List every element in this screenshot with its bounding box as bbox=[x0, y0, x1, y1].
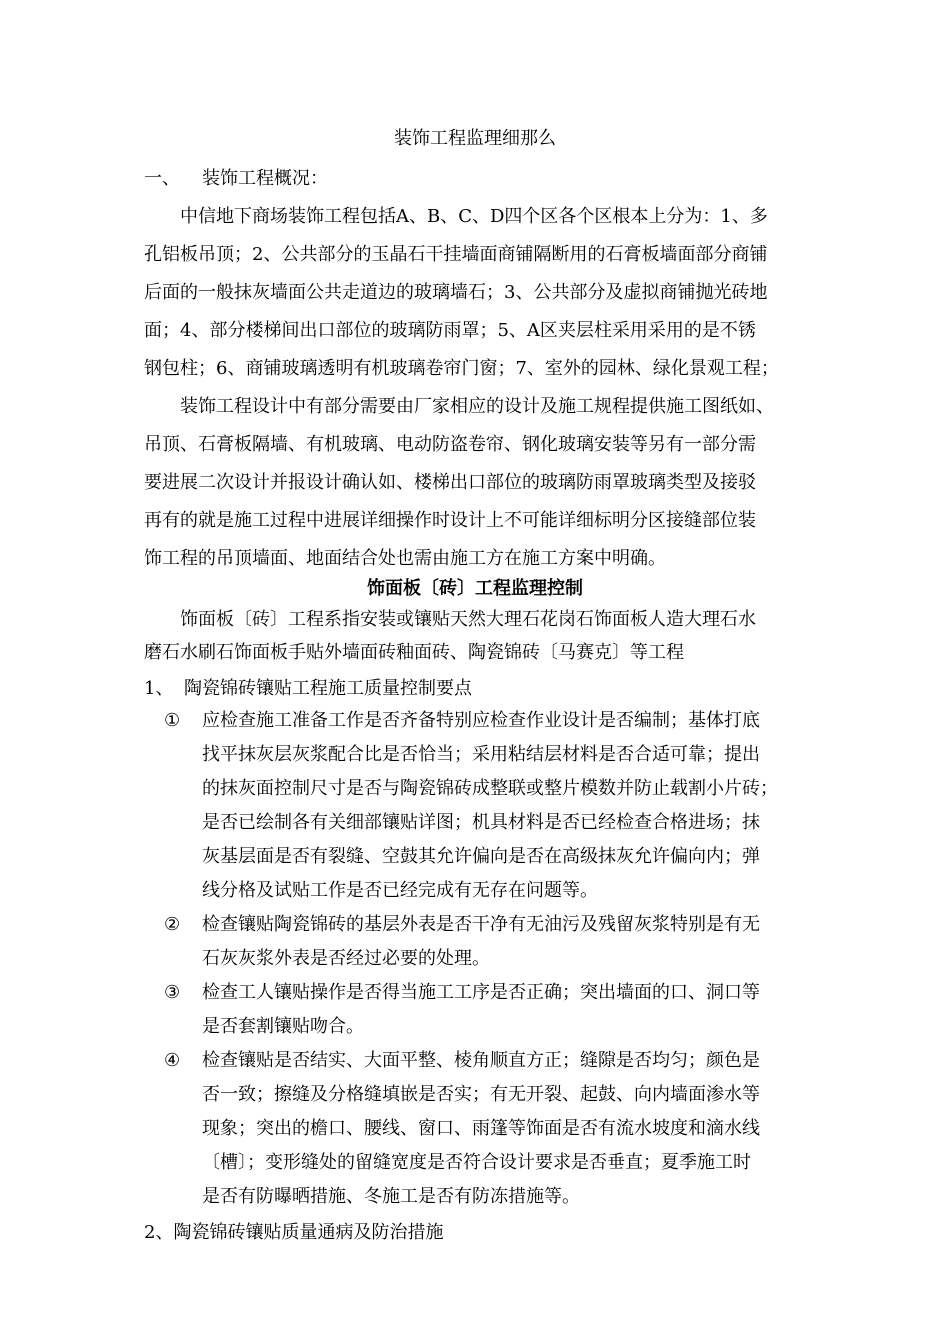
subsection1-number: 1、 bbox=[144, 678, 174, 699]
item-marker: ② bbox=[164, 914, 181, 935]
section2-heading: 饰面板〔砖〕工程监理控制 bbox=[367, 578, 583, 599]
item-line: 检查工人镶贴操作是否得当施工工序是否正确；突出墙面的口、洞口等 bbox=[202, 982, 760, 1003]
item-line: 找平抹灰层灰浆配合比是否恰当；采用粘结层材料是否合适可靠；提出 bbox=[202, 744, 760, 765]
veneer-line: 饰面板〔砖〕工程系指安装或镶贴天然大理石花岗石饰面板人造大理石水 bbox=[180, 609, 756, 630]
item-line: 是否套割镶贴吻合。 bbox=[202, 1016, 364, 1037]
overview-line: 孔铝板吊顶；2、公共部分的玉晶石干挂墙面商铺隔断用的石膏板墙面部分商铺 bbox=[144, 244, 768, 265]
item-line: 现象；突出的檐口、腰线、窗口、雨篷等饰面是否有流水坡度和滴水线 bbox=[202, 1118, 760, 1139]
section1-heading: 装饰工程概况： bbox=[202, 168, 328, 189]
item-line: 否一致；擦缝及分格缝填嵌是否实；有无开裂、起鼓、向内墙面渗水等 bbox=[202, 1084, 760, 1105]
overview-line: 钢包柱；6、商铺玻璃透明有机玻璃卷帘门窗；7、室外的园林、绿化景观工程； bbox=[144, 358, 779, 379]
section1-number: 一、 bbox=[144, 168, 180, 189]
item-marker: ① bbox=[164, 710, 181, 731]
item-line: 检查镶贴是否结实、大面平整、棱角顺直方正；缝隙是否均匀；颜色是 bbox=[202, 1050, 760, 1071]
item-line: 是否已绘制各有关细部镶贴详图；机具材料是否已经检查合格进场；抹 bbox=[202, 812, 760, 833]
overview-line: 面；4、部分楼梯间出口部位的玻璃防雨罩；5、A区夹层柱采用采用的是不锈 bbox=[144, 320, 756, 341]
subsection1-heading: 陶瓷锦砖镶贴工程施工质量控制要点 bbox=[184, 678, 472, 699]
item-marker: ③ bbox=[164, 982, 181, 1003]
item-line: 线分格及试贴工作是否已经完成有无存在问题等。 bbox=[202, 880, 598, 901]
overview-line: 后面的一般抹灰墙面公共走道边的玻璃墙石；3、公共部分及虚拟商铺抛光砖地 bbox=[144, 282, 768, 303]
design-line: 再有的就是施工过程中进展详细操作时设计上不可能详细标明分区接缝部位装 bbox=[144, 510, 756, 531]
item-line: 是否有防曝晒措施、冬施工是否有防冻措施等。 bbox=[202, 1186, 580, 1207]
item-line: 石灰灰浆外表是否经过必要的处理。 bbox=[202, 948, 490, 969]
item-line: 〔槽〕；变形缝处的留缝宽度是否符合设计要求是否垂直；夏季施工时 bbox=[202, 1152, 751, 1173]
design-line: 要进展二次设计并报设计确认如、楼梯出口部位的玻璃防雨罩玻璃类型及接驳 bbox=[144, 472, 756, 493]
item-marker: ④ bbox=[164, 1050, 181, 1071]
design-line: 吊顶、石膏板隔墙、有机玻璃、电动防盗卷帘、钢化玻璃安装等另有一部分需 bbox=[144, 434, 756, 455]
document-title: 装饰工程监理细那么 bbox=[394, 128, 556, 149]
item-line: 灰基层面是否有裂缝、空鼓其允许偏向是否在高级抹灰允许偏向内；弹 bbox=[202, 846, 760, 867]
item-line: 的抹灰面控制尺寸是否与陶瓷锦砖成整联或整片模数并防止载割小片砖； bbox=[202, 778, 778, 799]
design-line: 装饰工程设计中有部分需要由厂家相应的设计及施工规程提供施工图纸如、 bbox=[180, 396, 774, 417]
item-line: 检查镶贴陶瓷锦砖的基层外表是否干净有无油污及残留灰浆特别是有无 bbox=[202, 914, 760, 935]
design-line: 饰工程的吊顶墙面、地面结合处也需由施工方在施工方案中明确。 bbox=[144, 548, 666, 569]
overview-line: 中信地下商场装饰工程包括A、B、C、D四个区各个区根本上分为：1、多 bbox=[180, 206, 768, 227]
item-line: 应检查施工准备工作是否齐备特别应检查作业设计是否编制；基体打底 bbox=[202, 710, 760, 731]
veneer-line: 磨石水刷石饰面板手贴外墙面砖釉面砖、陶瓷锦砖〔马赛克〕等工程 bbox=[144, 642, 684, 663]
subsection2-heading: 2、陶瓷锦砖镶贴质量通病及防治措施 bbox=[144, 1222, 444, 1243]
